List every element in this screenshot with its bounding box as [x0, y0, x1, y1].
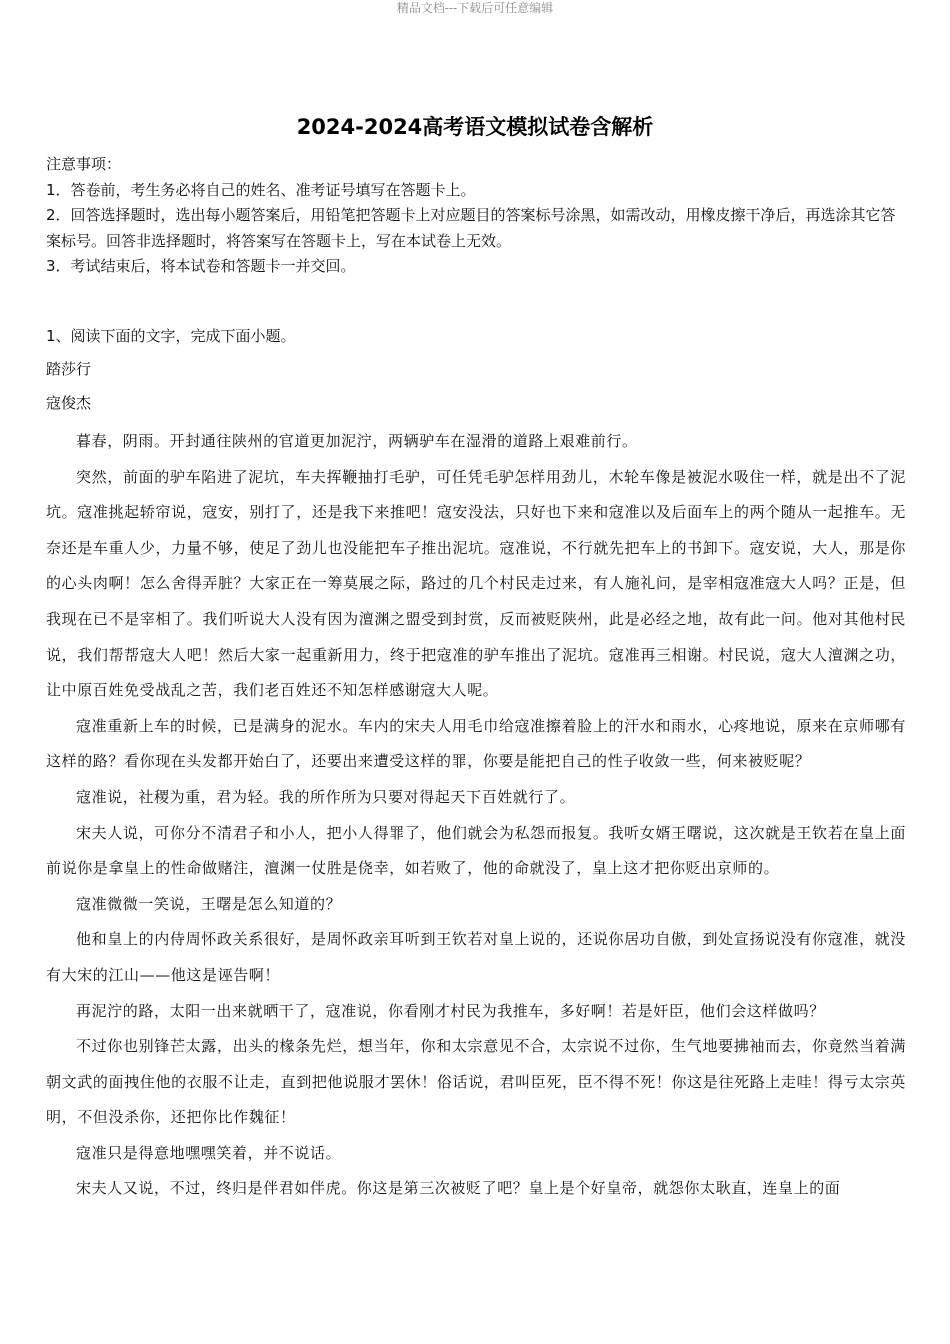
story-paragraph: 寇准只是得意地嘿嘿笑着，并不说话。 — [76, 1143, 342, 1162]
notice-item: 3．考试结束后，将本试卷和答题卡一并交回。 — [46, 257, 356, 275]
page-title: 2024-2024高考语文模拟试卷含解析 — [296, 115, 654, 139]
notice-item: 1．答卷前，考生务必将自己的姓名、准考证号填写在答题卡上。 — [46, 180, 476, 199]
story-paragraph: 寇准微微一笑说，王曙是怎么知道的？ — [76, 894, 342, 913]
notice-heading: 注意事项： — [46, 155, 122, 173]
story-paragraph: 宋夫人又说，不过，终归是伴君如伴虎。你这是第三次被贬了吧？皇上是个好皇帝，就怨你太耿直，连皇上的面 — [76, 1179, 841, 1198]
story-paragraph: 寇准重新上车的时候，已是满身的泥水。车内的宋夫人用毛巾给寇准擦着脸上的汗水和雨水，心疼地说，原来在京师哪有这样的路？看你现在头发都开始白了，还要出来遭受这样的罪，你要是能把自己的性子收敛一些，何来被贬呢？ — [46, 716, 906, 771]
story-paragraph: 不过你也别锋芒太露，出头的椽条先烂，想当年，你和太宗意见不合，太宗说不过你，生气地要拂袖而去，你竟然当着满朝文武的面拽住他的衣服不让走，直到把他说服才罢休！俗话说，君叫臣死，臣不得不死！你这是往死路上走哇！得亏太宗英明，不但没杀你，还把你比作魏征！ — [46, 1037, 906, 1127]
story-paragraph: 再泥泞的路，太阳一出来就晒干了，寇准说，你看刚才村民为我推车，多好啊！若是奸臣，他们会这样做吗？ — [76, 1001, 825, 1020]
notice-item: 2．回答选择题时，选出每小题答案后，用铅笔把答题卡上对应题目的答案标号涂黑，如需改动，用橡皮擦干净后，再选涂其它答案标号。回答非选择题时，将答案写在答题卡上，写在本试卷上无效。 — [46, 206, 896, 250]
story-title: 踏莎行 — [46, 360, 92, 378]
story-author: 寇俊杰 — [46, 394, 92, 412]
story-paragraph: 宋夫人说，可你分不清君子和小人，把小人得罪了，他们就会为私怨而报复。我听女婿王曙说，这次就是王钦若在皇上面前说你是拿皇上的性命做赌注，澶渊一仗胜是侥幸，如若败了，他的命就没了，皇上这才把你贬出京师的。 — [46, 823, 906, 878]
question-prompt: 1、阅读下面的文字，完成下面小题。 — [46, 327, 296, 345]
story-paragraph: 他和皇上的内侍周怀政关系很好，是周怀政亲耳听到王钦若对皇上说的，还说你居功自傲，到处宣扬说没有你寇准，就没有大宋的江山——他这是诬告啊！ — [46, 930, 906, 984]
notice-section — [46, 152, 906, 280]
story-paragraph: 寇准说，社稷为重，君为轻。我的所作所为只要对得起天下百姓就行了。 — [76, 787, 576, 806]
story-paragraph: 暮春，阴雨。开封通往陕州的官道更加泥泞，两辆驴车在湿滑的道路上艰难前行。 — [76, 432, 638, 450]
story-body — [46, 424, 906, 1207]
header-watermark: 精品文档---下载后可任意编辑 — [396, 1, 554, 15]
story-paragraph: 突然，前面的驴车陷进了泥坑，车夫挥鞭抽打毛驴，可任凭毛驴怎样用劲儿，木轮车像是被泥水吸住一样，就是出不了泥坑。寇准挑起轿帘说，寇安，别打了，还是我下来推吧！寇安没法，只好也下来和寇准以及后面车上的两个随从一起推车。无奈还是车重人少，力量不够，使足了劲儿也没能把车子推出泥坑。寇准说，不行就先把车上的书卸下。寇安说，大人，那是你的心头肉啊！怎么舍得弄脏？大家正在一筹莫展之际，路过的几个村民走过来，有人施礼问，是宰相寇准寇大人吗？正是，但我现在已不是宰相了。我们听说大人没有因为澶渊之盟受到封赏，反而被贬陕州，此是必经之地，故有此一问。他对其他村民说，我们帮帮寇大人吧！然后大家一起重新用力，终于把寇准的驴车推出了泥坑。寇准再三相谢。村民说，寇大人澶渊之功，让中原百姓免受战乱之苦，我们老百姓还不知怎样感谢寇大人呢。 — [46, 467, 906, 700]
